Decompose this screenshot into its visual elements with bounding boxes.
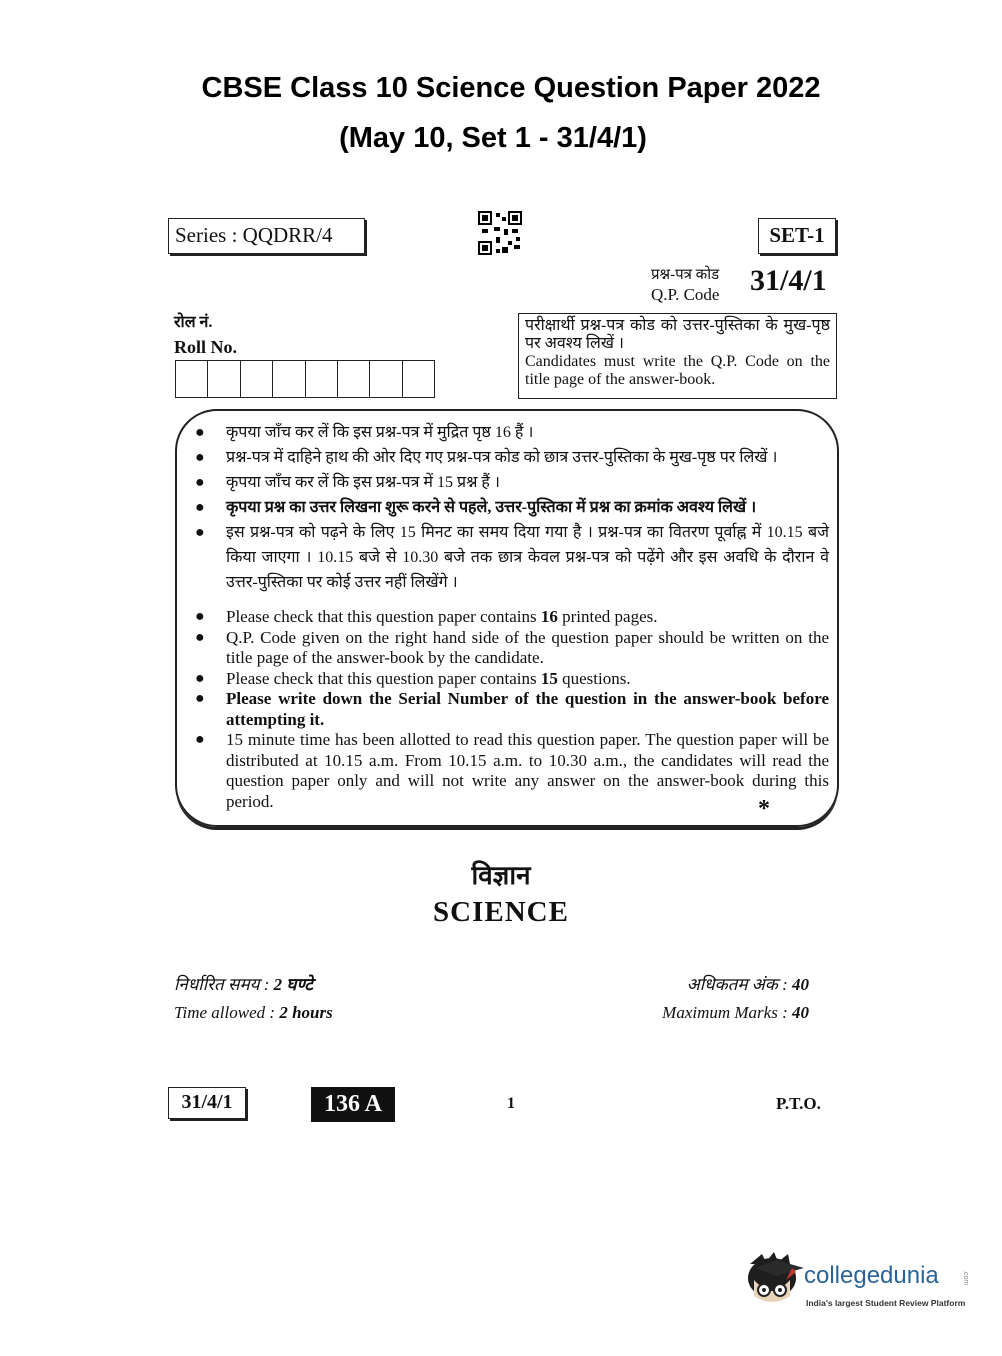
roll-number-cell[interactable]	[306, 361, 338, 397]
roll-number-cell[interactable]	[370, 361, 402, 397]
bullet-icon: ●	[195, 608, 205, 625]
document-title: CBSE Class 10 Science Question Paper 2022	[201, 72, 821, 104]
asterisk-mark: *	[758, 796, 770, 822]
instruction-item-hi: ● कृपया प्रश्न का उत्तर लिखना शुरू करने से पहले, उत्तर-पुस्तिका में प्रश्न का क्रमांक अवश्य लिखें ।	[195, 495, 829, 520]
instruction-item: ● Q.P. Code given on the right hand side of the question paper should be written on the title page of the answer-book by the candidate.	[195, 627, 829, 667]
candidate-note-hi: परीक्षार्थी प्रश्न-पत्र कोड को उत्तर-पुस्तिका के मुख-पृष्ठ पर अवश्य लिखें ।	[525, 317, 830, 352]
qp-code-label-en: Q.P. Code	[651, 285, 720, 304]
instructions-hindi-list	[195, 420, 829, 595]
bullet-icon: ●	[195, 690, 205, 707]
instruction-item: ● Please write down the Serial Number of the question in the answer-book before attempting it.	[195, 689, 829, 729]
pto-label: P.T.O.	[776, 1094, 821, 1113]
roll-number-cell[interactable]	[241, 361, 273, 397]
qr-code-icon	[478, 211, 522, 255]
footer-badge: 136 A	[311, 1087, 395, 1122]
roll-label-hi: रोल नं.	[174, 314, 213, 331]
qp-code-label-hi: प्रश्न-पत्र कोड	[651, 267, 720, 283]
instruction-item-hi: ● कृपया जाँच कर लें कि इस प्रश्न-पत्र में 15 प्रश्न हैं ।	[195, 470, 829, 495]
roll-number-cell[interactable]	[403, 361, 434, 397]
roll-number-label	[174, 311, 237, 359]
bullet-icon: ●	[195, 628, 205, 646]
instruction-item-hi: ● प्रश्न-पत्र में दाहिने हाथ की ओर दिए गए प्रश्न-पत्र कोड को छात्र उत्तर-पुस्तिका के मुख-पृष्ठ पर लिखें ।	[195, 445, 829, 470]
bullet-icon: ●	[195, 731, 205, 748]
time-allowed: निर्धारित समय : 2 घण्टे Time allowed : 2 hours	[174, 975, 333, 1022]
footer-qp-code: 31/4/1	[168, 1087, 246, 1119]
brand-dotcom: .com	[962, 1270, 969, 1286]
roll-number-cell[interactable]	[208, 361, 240, 397]
brand-name: collegedunia	[804, 1262, 939, 1289]
instruction-item: ● 15 minute time has been allotted to read this question paper. The question paper will be distributed at 10.15 a.m. From 10.15 a.m. to 10.30 a.m., the candidates will read the question paper only and will not write any answer on the answer-book during this period.	[195, 730, 829, 811]
candidate-note-en: Candidates must write the Q.P. Code on the title page of the answer-book.	[525, 353, 830, 388]
instruction-item: ● Please check that this question paper contains 16 printed pages.	[195, 607, 658, 626]
instruction-item-hi: ● इस प्रश्न-पत्र को पढ़ने के लिए 15 मिनट का समय दिया गया है । प्रश्न-पत्र का वितरण पूर्वाह्न में 10.15 बजे किया जाएगा । 10.15 बजे से 10.30 बजे तक छात्र केवल प्रश्न-पत्र को पढ़ेंगे और इस अवधि के दौरान वे उत्तर-पुस्तिका पर कोई उत्तर नहीं लिखेंगे ।	[195, 520, 829, 595]
bullet-icon: ●	[195, 449, 205, 466]
bullet-icon: ●	[195, 524, 205, 541]
roll-number-cell[interactable]	[338, 361, 370, 397]
bullet-icon: ●	[195, 669, 205, 687]
instruction-item: ● Please check that this question paper contains 15 questions.	[195, 668, 631, 688]
candidate-note-box	[518, 313, 837, 399]
collegedunia-logo-icon	[742, 1250, 808, 1308]
bullet-icon: ●	[195, 474, 205, 491]
bullet-icon: ●	[195, 424, 205, 441]
bullet-icon: ●	[195, 499, 205, 516]
document-subtitle: (May 10, Set 1 - 31/4/1)	[339, 122, 647, 154]
roll-label-en: Roll No.	[174, 337, 237, 357]
brand-tagline: India's largest Student Review Platform	[806, 1298, 966, 1308]
subject-title-hindi: विज्ञान	[471, 861, 531, 890]
instruction-item-hi: ● कृपया जाँच कर लें कि इस प्रश्न-पत्र में मुद्रित पृष्ठ 16 हैं ।	[195, 420, 829, 445]
set-box: SET-1	[758, 218, 836, 254]
series-box: Series : QQDRR/4	[168, 218, 365, 254]
subject-title-english: SCIENCE	[433, 896, 569, 928]
roll-number-cell[interactable]	[273, 361, 305, 397]
qp-code-label	[651, 266, 719, 304]
maximum-marks: अधिकतम अंक : 40 Maximum Marks : 40	[662, 975, 809, 1022]
qp-code-value: 31/4/1	[750, 264, 827, 297]
roll-number-field[interactable]	[175, 360, 435, 398]
roll-number-cell[interactable]	[176, 361, 208, 397]
instructions-english-list	[195, 607, 829, 812]
page-number: 1	[507, 1095, 515, 1112]
